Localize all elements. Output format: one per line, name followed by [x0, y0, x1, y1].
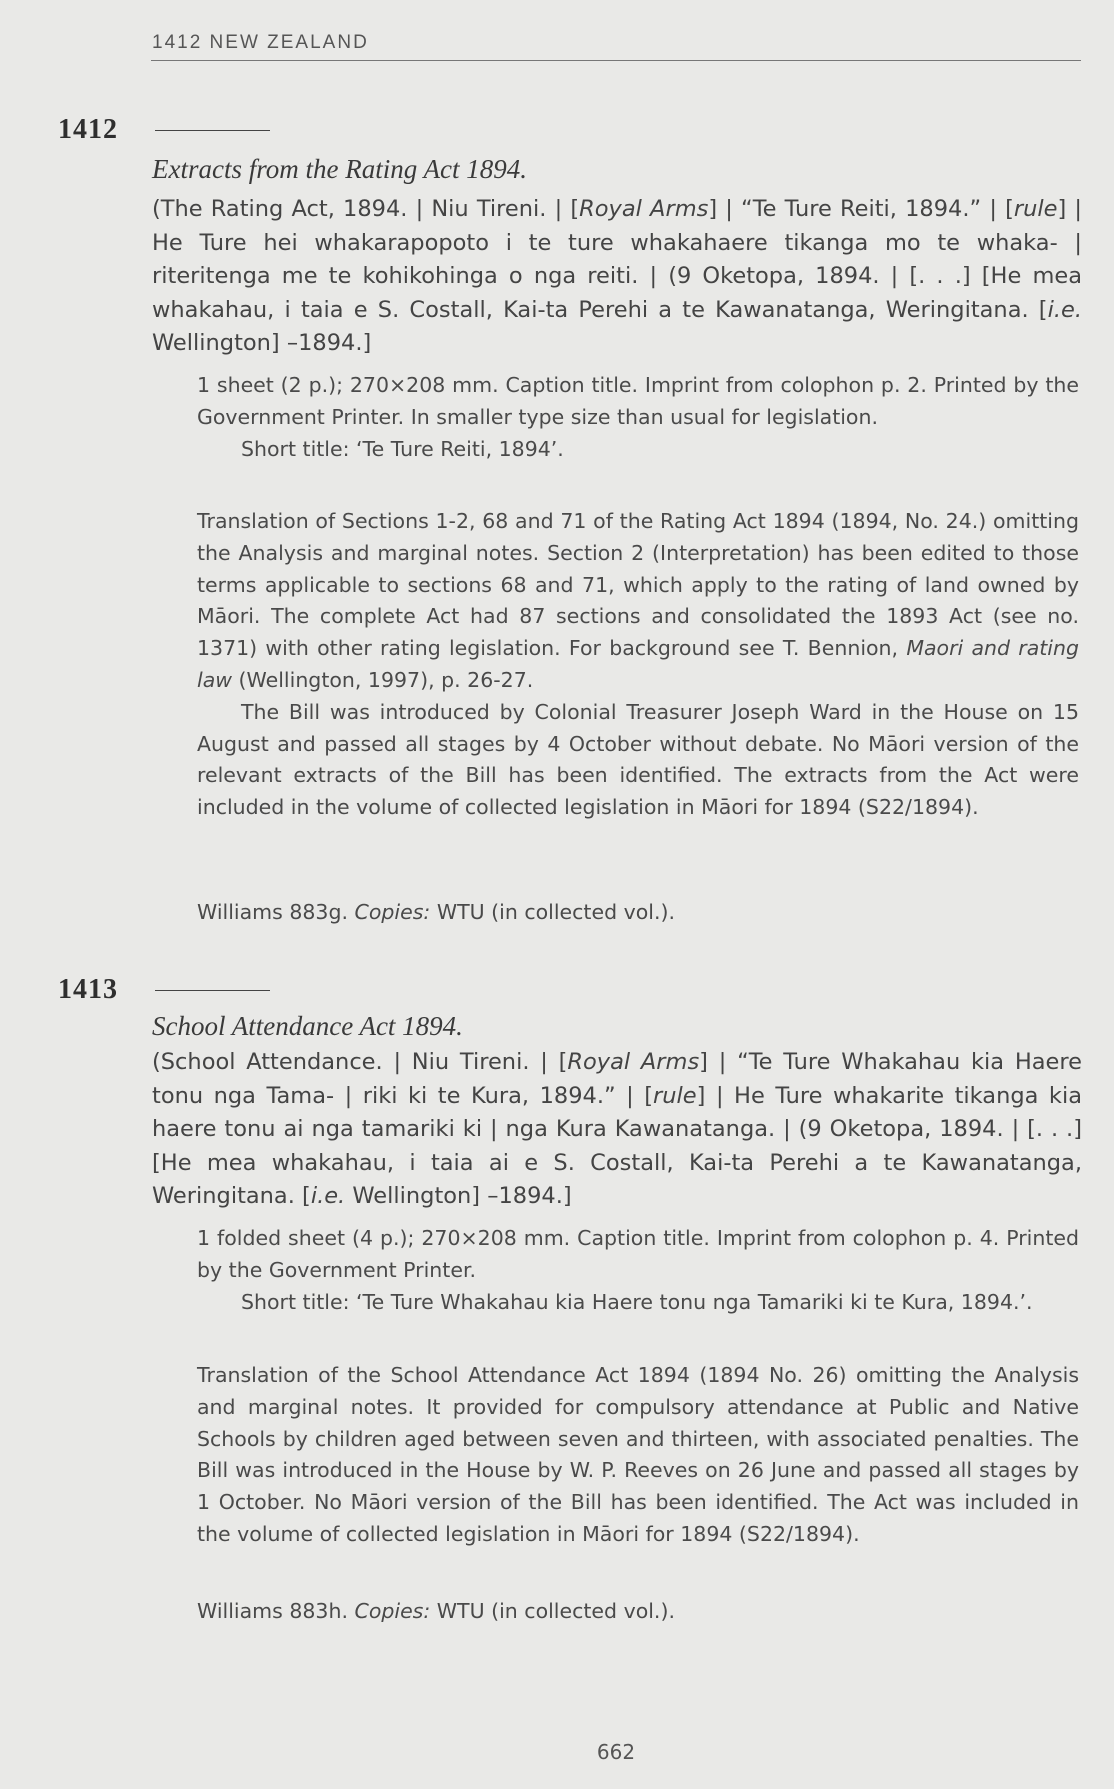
- transcription-text: Wellington] –1894.]: [152, 330, 372, 356]
- short-title: Short title: ‘Te Ture Whakahau kia Haere tonu nga Tamariki ki te Kura, 1894.’.: [241, 1289, 1033, 1314]
- page-number: 662: [596, 1740, 636, 1764]
- note-paragraph: The Bill was introduced by Colonial Treasurer Joseph Ward in the House on 15 August and passed all stages by 4 October without debate. No Māori version of the relevant extracts of the Bill has been identified. The extracts from the Act were included in the volume of collected legislation in Māori for 1894 (S22/1894).: [197, 699, 1079, 820]
- physical-description: 1 sheet (2 p.); 270×208 mm. Caption title. Imprint from colophon p. 2. Printed by the Government Printer. In smaller type size than usual for legislation.: [197, 373, 1079, 429]
- physical-description-1413: [197, 1223, 1079, 1318]
- transcription-1412: [152, 193, 1082, 361]
- copies-label: Copies:: [354, 900, 431, 924]
- transcription-text: (The Rating Act, 1894. | Niu Tireni. | [: [152, 196, 580, 222]
- note-text: Translation of Sections 1-2, 68 and 71 of the Rating Act 1894 (1894, No. 24.) omitting the Analysis and marginal notes. Section 2 (Interpretation) has been edited to those terms applicable to sections 68 and 71, which apply to the rating of land owned by Māori. The complete Act had 87 sections and consolidated the 1893 Act (see no. 1371) with other rating legislation. For background see T. Bennion,: [197, 509, 1079, 661]
- entry-number-1412: 1412: [58, 114, 118, 145]
- note-paragraph: Translation of the School Attendance Act 1894 (1894 No. 26) omitting the Analysis and marginal notes. It provided for compulsory attendance at Public and Native Schools by children aged between seven and thirteen, with associated penalties. The Bill was introduced in the House by W. P. Reeves on 26 June and passed all stages by 1 October. No Māori version of the Bill has been identified. The Act was included in the volume of collected legislation in Māori for 1894 (S22/1894).: [197, 1363, 1079, 1546]
- entry-title-1413: School Attendance Act 1894.: [152, 1011, 463, 1041]
- transcription-text: ] | “Te Ture Whakahau kia Haere tonu nga Tama- | riki ki te Kura, 1894.” | [: [152, 1049, 1082, 1109]
- transcription-italic: i.e.: [1047, 296, 1082, 323]
- transcription-1413: [152, 1046, 1082, 1214]
- entry-title-1412: Extracts from the Rating Act 1894.: [152, 154, 527, 184]
- notes-1412: [197, 506, 1079, 824]
- entry-number-1413: 1413: [58, 974, 118, 1005]
- transcription-text: ] | He Ture whakarite tikanga kia haere tonu ai nga tamariki ki | nga Kura Kawanatanga. | (9 Oketopa, 1894. | [. . .] [He mea whakahau, i taia ai e S. Costall, Kai-ta Perehi a te Kawanatanga, Weringitana. [: [152, 1082, 1082, 1209]
- note-italic: Maori and rating law: [197, 636, 1079, 692]
- note-text: (Wellington, 1997), p. 26-27.: [232, 667, 534, 692]
- running-head: 1412 NEW ZEALAND: [152, 32, 369, 53]
- transcription-italic: Royal Arms: [579, 196, 709, 222]
- citation-1412: [197, 897, 1079, 929]
- transcription-text: ] | He Ture hei whakarapopoto i te ture whakahaere tikanga mo te whaka- | riteritenga me te kohikohinga o nga reiti. | (9 Oketopa, 1894. | [. . .] [He mea whakahau, i taia e S. Costall, Kai-ta Perehi a te Kawanatanga, Weringitana. [: [152, 196, 1082, 323]
- transcription-italic: rule: [653, 1082, 697, 1109]
- citation-line: [197, 897, 1079, 929]
- transcription-italic: i.e.: [310, 1183, 346, 1209]
- physical-description: 1 folded sheet (4 p.); 270×208 mm. Caption title. Imprint from colophon p. 4. Printed by the Government Printer.: [197, 1226, 1079, 1282]
- copies-value: WTU (in collected vol.).: [430, 900, 675, 924]
- transcription-text: ] | “Te Ture Reiti, 1894.” | [: [708, 196, 1014, 222]
- notes-1413: [197, 1360, 1079, 1551]
- williams-reference: Williams 883g.: [197, 900, 348, 924]
- copies-label: Copies:: [354, 1599, 431, 1623]
- entry-dash: [155, 990, 270, 991]
- transcription-text: Wellington] –1894.]: [345, 1183, 572, 1209]
- transcription-italic: Royal Arms: [567, 1049, 700, 1075]
- header-rule: [151, 60, 1081, 61]
- copies-value: WTU (in collected vol.).: [430, 1599, 675, 1623]
- citation-1413: [197, 1596, 1079, 1628]
- physical-description-1412: [197, 370, 1079, 465]
- transcription-italic: rule: [1013, 196, 1058, 222]
- note-paragraph: [197, 506, 1079, 697]
- short-title: Short title: ‘Te Ture Reiti, 1894’.: [241, 436, 564, 461]
- williams-reference: Williams 883h.: [197, 1599, 348, 1623]
- entry-dash: [155, 130, 270, 131]
- citation-line: [197, 1596, 1079, 1628]
- transcription-text: (School Attendance. | Niu Tireni. | [: [152, 1049, 568, 1075]
